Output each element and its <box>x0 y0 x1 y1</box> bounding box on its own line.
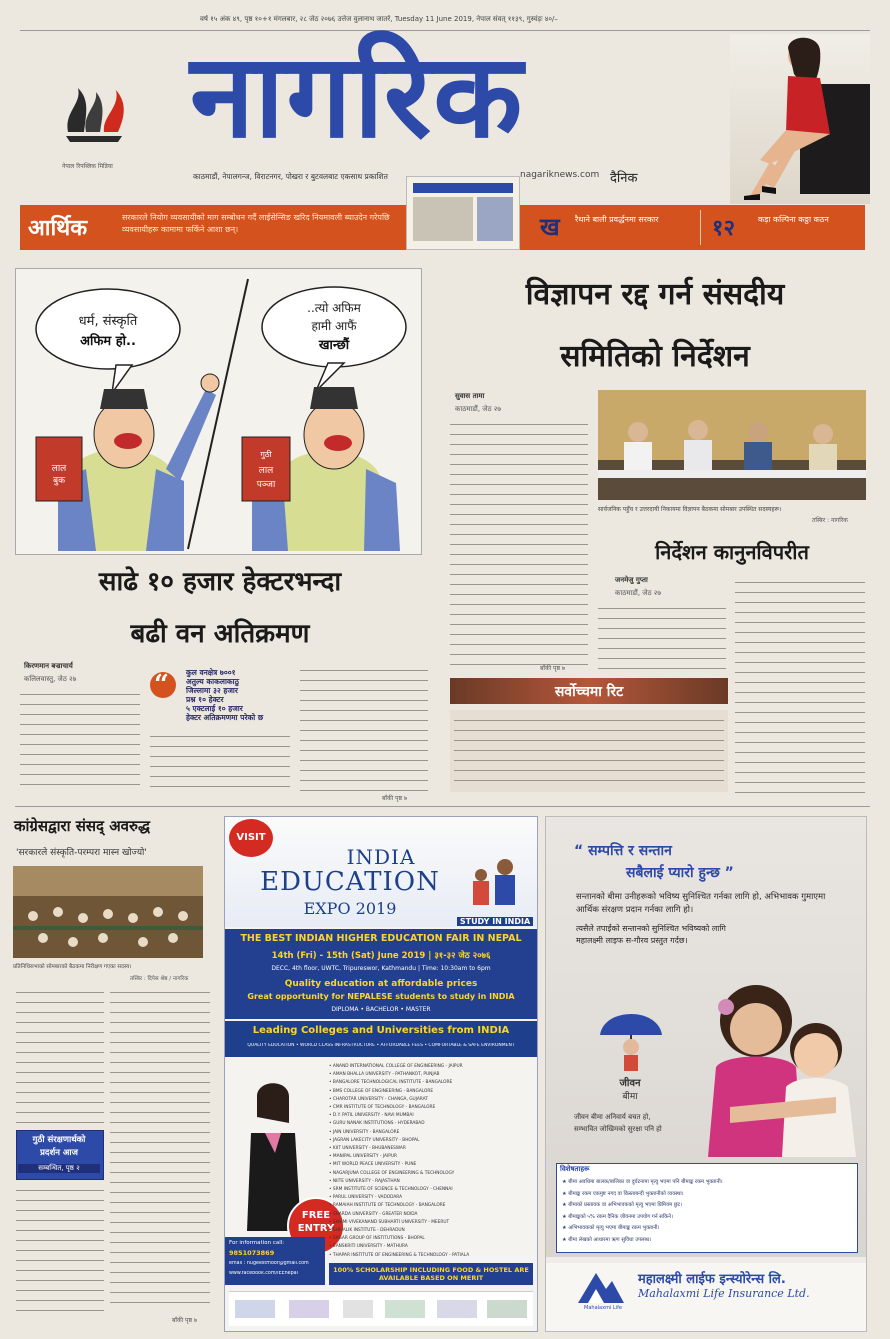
forest-quote-line3: जिल्लामा ३२ हजार <box>186 686 238 695</box>
promo-num-label: १२ <box>712 216 735 241</box>
main-headline-line2: समितिको निर्देशन <box>560 339 750 374</box>
visit-label: VISIT <box>236 832 266 843</box>
college-item: • SANSKRITI UNIVERSITY - MATHURA <box>329 1244 408 1250</box>
college-item: • SRM INSTITUTE OF SCIENCE & TECHNOLOGY - CHENNAI <box>329 1187 453 1193</box>
congress-body-col2 <box>110 986 210 1311</box>
college-item: • SHIVALIK INSTITUTE - DEHRADUN <box>329 1228 405 1234</box>
expo-quality-line2: Great opportunity for NEPALESE students to study in INDIA <box>247 992 515 1001</box>
mahalaxmi-logo <box>576 1269 626 1305</box>
sub-body-col2 <box>735 576 865 796</box>
promo-kha-label: ख <box>540 213 560 241</box>
cartoon-book-right-line2: लाल <box>258 466 274 476</box>
sub-body-col1 <box>598 602 726 678</box>
students-icon <box>461 853 531 923</box>
forest-body-col3 <box>300 664 428 792</box>
cartoon-panel <box>15 268 422 555</box>
forest-quote-line2: अतुल्य काकलाकाठु <box>186 677 239 686</box>
cartoon-bubble-right-line3: खान्छौं <box>318 338 350 353</box>
college-list <box>329 1063 533 1261</box>
free-entry-line2: ENTRY <box>297 1223 335 1234</box>
college-item: • SWAMI VIVEKANAND SUBHARTI UNIVERSITY - MEERUT <box>329 1219 450 1225</box>
college-item: • BANGALORE TECHNOLOGICAL INSTITUTE - BANGALORE <box>329 1080 453 1086</box>
product-name-line2: बीमा <box>622 1092 638 1102</box>
product-name-line1: जीवन <box>619 1078 641 1089</box>
umbrella-icon <box>596 1001 666 1085</box>
umbrella-logo <box>596 1001 666 1085</box>
forest-body-col1 <box>20 688 140 792</box>
forest-quote-line4: प्रश्न १० हेक्टर <box>186 695 224 704</box>
student-illustration <box>461 853 531 923</box>
main-dateline: काठमाडौं, जेठ २७ <box>455 405 502 413</box>
congress-box-link[interactable]: सम्बन्धित, पृष्ठ २ <box>18 1164 100 1173</box>
website: nagariknews.com <box>520 170 600 180</box>
expo-leading: Leading Colleges and Universities from INDIA <box>252 1025 510 1036</box>
forest-byline: किरणमान बज्राचार्य <box>24 662 73 670</box>
insurance-ad <box>545 816 867 1332</box>
forest-continued: बाँकी पृष्ठ ७ <box>382 795 408 802</box>
dateline: वर्ष १५ अंक ४९, पृष्ठ १०+१ मंगलबार, २८ जेठ २०७६ उत्तेज वुलानाथ जातर्र, Tuesday 11 June 2019, नेपाल संवत् ११३९, गुस्वंड़ः ४०/– <box>200 15 558 23</box>
parliament-photo <box>13 866 203 958</box>
sidebar-body <box>450 710 728 792</box>
forest-headline-line1: साढे १० हजार हेक्टरभन्दा <box>98 567 342 597</box>
college-item: • SAGAR GROUP OF INSTITUTIONS - BHOPAL <box>329 1236 425 1242</box>
tag-line2: सम्भावित जोखिमको सुरक्षा पनि हो <box>574 1125 662 1133</box>
flame-logo-icon <box>60 82 140 154</box>
college-item: • AMAN BHALLA UNIVERSITY - PATHANKOT, PUNJAB <box>329 1072 440 1078</box>
congress-box-title-line2: प्रदर्शन आज <box>40 1148 78 1158</box>
tag-line1: जीवन बीमा अनिवार्य बचत हो, <box>574 1113 651 1121</box>
top-right-ad <box>730 34 870 204</box>
main-byline: सुवास तामा <box>455 392 485 400</box>
parliament-photo-icon <box>13 866 203 958</box>
main-body-col1 <box>450 418 588 668</box>
mountain-logo-icon <box>576 1269 626 1305</box>
forest-quote-line5: ५ एक्टलाई १० हजार <box>186 704 243 713</box>
congress-headline: कांग्रेसद्वारा संसद् अवरुद्ध <box>14 817 150 835</box>
feature-item: ★ बीमाको प्रस्तावक वा अभिभावकको मृत्यु भएमा प्रिमियम छुट। <box>562 1202 683 1208</box>
publisher-line: काठमाडौं, नेपालगन्ज, विराटनगर, पोखरा र बुटवलबाट एकसाथ प्रकाशित <box>193 172 388 181</box>
college-list-items <box>329 1063 533 1260</box>
study-in-india-badge: STUDY IN INDIA <box>457 917 533 926</box>
expo-title-line3: EXPO 2019 <box>303 899 397 918</box>
publisher-logo <box>60 82 140 154</box>
college-item: • NAGARJUNA COLLEGE OF ENGINEERING & TECHNOLOGY <box>329 1170 455 1176</box>
contact-phone: 9851073869 <box>229 1249 275 1257</box>
college-item: • CHAROTAR UNIVERSITY - CHANGA, GUJARAT <box>329 1096 428 1102</box>
sub-headline: निर्देशन कानुनविपरीत <box>655 540 809 564</box>
company-name-np: महालक्ष्मी लाईफ इन्स्योरेन्स लि. <box>638 1272 786 1287</box>
education-expo-ad <box>224 816 538 1332</box>
congress-box-title-line1: गुठी संरक्षणार्थको <box>32 1135 86 1145</box>
forest-quote-line1: कुल वनक्षेत्र ७००१ <box>186 668 236 677</box>
sub-byline: जनमेजु गुप्ता <box>615 576 648 584</box>
expo-venue: DECC, 4th floor, UWTC, Tripureswor, Kathmandu | Time: 10:30am to 6pm <box>271 965 491 972</box>
expo-title-line2: EDUCATION <box>260 867 440 897</box>
cartoon-book-left-line1: लाल <box>51 464 67 474</box>
college-item: • BMS COLLEGE OF ENGINEERING - BANGALORE <box>329 1088 434 1094</box>
forest-body-col2 <box>150 730 290 792</box>
cartoon-book-left-line2: बुक <box>52 476 66 486</box>
forest-dateline: कलिलवास्तु, जेठ २७ <box>24 675 77 683</box>
insurance-intro: सन्तानको बीमा उनीहरूको भविष्य सुनिश्चित गर्नका लागि हो, अभिभावक गुमाएमा आर्थिक संरक्षण प्रदान गर्नका लागि हो। <box>576 892 826 915</box>
expo-features: QUALITY EDUCATION • WORLD CLASS INFRASTRUCTURE • AFFORDABLE FEES • COMFORTABLE & SAFE ENVIRONMENT <box>247 1043 515 1048</box>
insurance-product-intro: त्यसैले तपाईंको सन्तानको सुनिश्चित भविष्यको लागि महालक्ष्मी लाइफ स-गौरव प्रस्तुत गर्दछ। <box>576 924 726 945</box>
model-illustration-icon <box>730 34 870 204</box>
expo-tagline: THE BEST INDIAN HIGHER EDUCATION FAIR IN NEPAL <box>240 933 522 944</box>
college-item: • JAGRAN LAKECITY UNIVERSITY - BHOPAL <box>329 1137 420 1143</box>
cartoon-book-right-line1: गुठी <box>260 450 272 459</box>
feature-item: ★ बीमा अवधिमा बालक/बालिका वा दुर्घटनामा मृत्यु भएमा पनि बीमाङ्क रकम भुक्तानी। <box>562 1179 723 1185</box>
feature-item: ★ बीमा लेखको आधारमा ऋण सुविधा उपलब्ध। <box>562 1236 652 1243</box>
main-headline-line1: विज्ञापन रद्द गर्न संसदीय <box>525 277 785 312</box>
congress-subhead: 'सरकारले संस्कृति-परम्परा मास्न खोज्यो' <box>16 848 147 858</box>
quote-icon: “ <box>150 672 176 698</box>
expo-levels: DIPLOMA • BACHELOR • MASTER <box>331 1006 431 1013</box>
college-item: • MANIPAL UNIVERSITY - JAIPUR <box>329 1154 397 1160</box>
college-item: • PARUL UNIVERSITY - VADODARA <box>329 1195 403 1201</box>
cartoon-bubble-right-line2: हामी आफैं <box>311 319 357 333</box>
company-name-en: Mahalaxmi Life Insurance Ltd. <box>638 1287 810 1300</box>
college-item: • MIT WORLD PEACE UNIVERSITY - PUNE <box>329 1162 417 1168</box>
features-list <box>562 1177 852 1246</box>
scholarship-note: 100% SCHOLARSHIP INCLUDING FOOD & HOSTEL ARE AVAILABLE BASED ON MERIT <box>333 1266 529 1282</box>
free-entry-line1: FREE <box>301 1210 331 1221</box>
feature-item: ★ बीमाङ्कको ५% रकम दैनिक जीवनमा उपयोग गर्न सकिने। <box>562 1213 673 1220</box>
congress-body-col3 <box>16 1184 104 1312</box>
college-item: • RAMAIAH INSTITUTE OF TECHNOLOGY - BANGALORE <box>329 1203 446 1209</box>
college-item: • KIIT UNIVERSITY - BHUBANESWAR <box>329 1146 406 1152</box>
college-item: • JAIN UNIVERSITY - BANGALORE <box>329 1129 400 1135</box>
college-item: • NIITE UNIVERSITY - RAJASTHAN <box>329 1178 400 1184</box>
logo-caption: नेपाल रिपब्लिक मिडिया <box>62 163 113 170</box>
sidebar-title: सर्वोच्चमा रिट <box>554 684 624 700</box>
forest-quote-line6: हेक्टर अतिक्रमणमा परेको छ <box>186 713 264 722</box>
insurance-quote-line2: सबैलाई प्यारो हुन्छ ” <box>626 865 734 881</box>
partner-logos <box>229 1291 533 1326</box>
committee-meeting-photo-icon <box>598 390 866 500</box>
contact-email: email : hugeestmoor@gmail.com <box>229 1261 309 1266</box>
college-item: • D.Y. PATIL UNIVERSITY - NAVI MUMBAI <box>329 1113 414 1119</box>
forest-quote <box>186 668 296 722</box>
expo-dates: 14th (Fri) - 15th (Sat) June 2019 | ३१-३२ जेठ २०७६ <box>271 951 491 961</box>
congress-photo-caption: प्रतिनिधिसभाको सोमबारको बैठकमा निरीक्षण गएका सदस्य। <box>13 964 132 970</box>
promo-kha-text: रैथाने बाली प्रवर्द्धनमा सरकार <box>575 215 659 224</box>
college-item: • GURU NANAK INSTITUTIONS - HYDERABAD <box>329 1121 425 1127</box>
congress-continued: बाँकी पृष्ठ ७ <box>172 1317 198 1324</box>
cartoon-book-right-line3: पञ्जा <box>256 480 276 490</box>
congress-body-col1 <box>16 986 104 1126</box>
promo-thumbnail <box>406 176 520 250</box>
college-item: • CMR INSTITUTE OF TECHNOLOGY - BANGALORE <box>329 1105 436 1111</box>
newspaper-title: नागरिक <box>190 29 525 164</box>
sub-dateline: काठमाडौं, जेठ २७ <box>615 589 662 597</box>
college-item: • ANAND INTERNATIONAL COLLEGE OF ENGINEERING - JAIPUR <box>329 1064 463 1069</box>
forest-headline-line2: बढी वन अतिक्रमण <box>130 619 310 649</box>
college-item: • SHARDA UNIVERSITY - GREATER NOIDA <box>329 1211 418 1217</box>
promo-num-text: कड़ा कल्पिना कठ्ठा कठन <box>758 215 829 224</box>
features-title: विशेषताहरू <box>560 1165 590 1173</box>
expo-title-line1: INDIA <box>346 845 416 869</box>
congress-photo-credit: तस्बिर : दिपेस श्रेष्ठ / नागरिक <box>130 976 189 982</box>
college-item: • THAPAR INSTITUTE OF ENGINEERING & TECHNOLOGY - PATIALA <box>329 1252 470 1258</box>
cartoon-bubble-left-line2: अफिम हो.. <box>80 334 136 349</box>
insurance-quote-line1: “ सम्पत्ति र सन्तान <box>574 843 672 859</box>
promo-text: सरकारले नियोग व्यवसायीको माग सम्बोधन गर्दै लाईसेन्सिङ खरिद नियमावली ब्याउदेन गरेपछि व्यवसायीहरू कामामा फर्किने आशा छन्। <box>122 213 390 234</box>
main-continued: बाँकी पृष्ठ ७ <box>540 665 566 672</box>
contact-web: www.facebook.com/IEEnepal <box>229 1271 298 1276</box>
company-short: Mahalaxmi Life <box>584 1305 622 1311</box>
cartoon-bubble-left-line1: धर्म, संस्कृति <box>78 314 138 329</box>
main-photo-credit: तस्बिर : नागरिक <box>812 517 848 524</box>
daily-label: दैनिक <box>610 171 638 186</box>
contact-title: For information call: <box>229 1240 285 1246</box>
feature-item: ★ अभिभावकको मृत्यु भएमा बीमाङ्क रकम भुक्तानी। <box>562 1225 660 1231</box>
cartoon-bubble-right-line1: ..त्यो अफिम <box>307 301 361 315</box>
committee-photo <box>598 390 866 500</box>
feature-item: ★ बीमाङ्क रकम एकमुष्ट नगद वा किस्ताबन्दी भुक्तानीको व्यवस्था। <box>562 1190 684 1197</box>
main-photo-caption: सार्वजनिक पहुँच र उत्तरदायी निकायमा विज्ञापन बैठकमा सोमबार उपस्थित सदस्यहरू। <box>598 506 782 513</box>
expo-quality-line1: Quality education at affordable prices <box>284 979 478 989</box>
promo-label: आर्थिक <box>28 216 88 241</box>
